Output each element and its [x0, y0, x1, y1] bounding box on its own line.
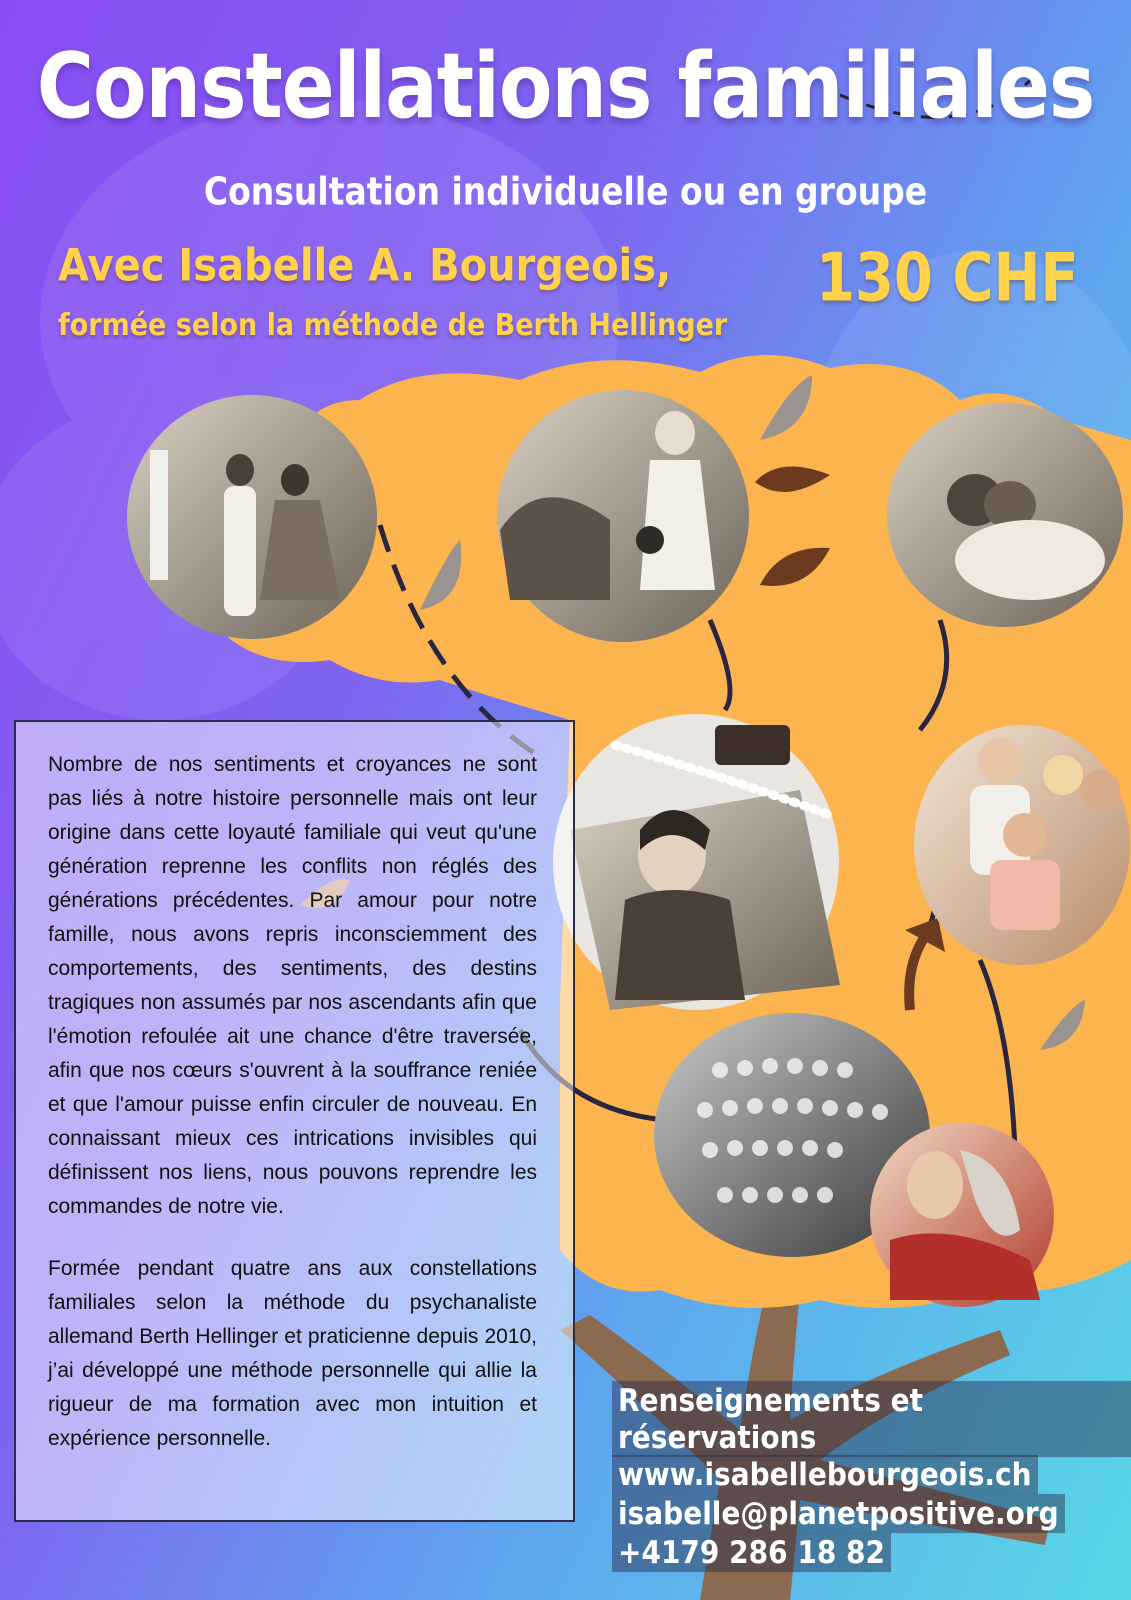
description-paragraph-1: Nombre de nos sentiments et croyances ne sont pas liés à notre histoire personnelle mais ont leur origine dans cette loyauté familiale qui veut qu'une génération reprenne les conflits non réglés des générations précédentes. Par amour pour notre famille, nous avons repris inconsciemment des comportements, des sentiments, des destins tragiques non assumés par nos ascendants afin que l'émotion refoulée ait une chance d'être traversée, afin que nos cœurs s'ouvrent à la souffrance reniée et que l'amour puisse enfin circuler de nouveau. En connaissant mieux ces intrications invisibles qui définissent nos liens, nous pouvons reprendre les commandes de notre vie.: [48, 753, 537, 1218]
price-tag: 130 CHF: [816, 239, 1079, 318]
email-link[interactable]: isabelle@planetpositive.org: [612, 1494, 1065, 1533]
description-box: [14, 720, 575, 1522]
training-line: formée selon la méthode de Berth Hellinger: [58, 308, 728, 343]
description-paragraph-2: Formée pendant quatre ans aux constellations familiales selon la méthode du psychanaliste allemand Berth Hellinger et praticienne depuis 2010, j’ai développé une méthode personnelle qui allie la rigueur de ma formation avec mon intuition et expérience personnelle.: [48, 1257, 537, 1450]
contact-block: [612, 1382, 1131, 1574]
couple-with-child-photo: [127, 395, 377, 639]
website-link[interactable]: www.isabellebourgeois.ch: [612, 1455, 1038, 1494]
children-with-dog-photo: [887, 403, 1123, 627]
main-title: Constellations familiales: [36, 35, 1095, 139]
woman-portrait-pearls-photo: [553, 714, 840, 1010]
modern-family-photo: [914, 725, 1130, 965]
girl-with-pram-photo: [497, 390, 749, 642]
voltaire-portrait-painting: [870, 1123, 1054, 1307]
contact-heading: Renseignements et réservations: [612, 1381, 1131, 1457]
subtitle: Consultation individuelle ou en groupe: [203, 169, 928, 214]
presenter-name: Avec Isabelle A. Bourgeois,: [58, 240, 672, 292]
phone-number[interactable]: +4179 286 18 82: [612, 1533, 891, 1572]
